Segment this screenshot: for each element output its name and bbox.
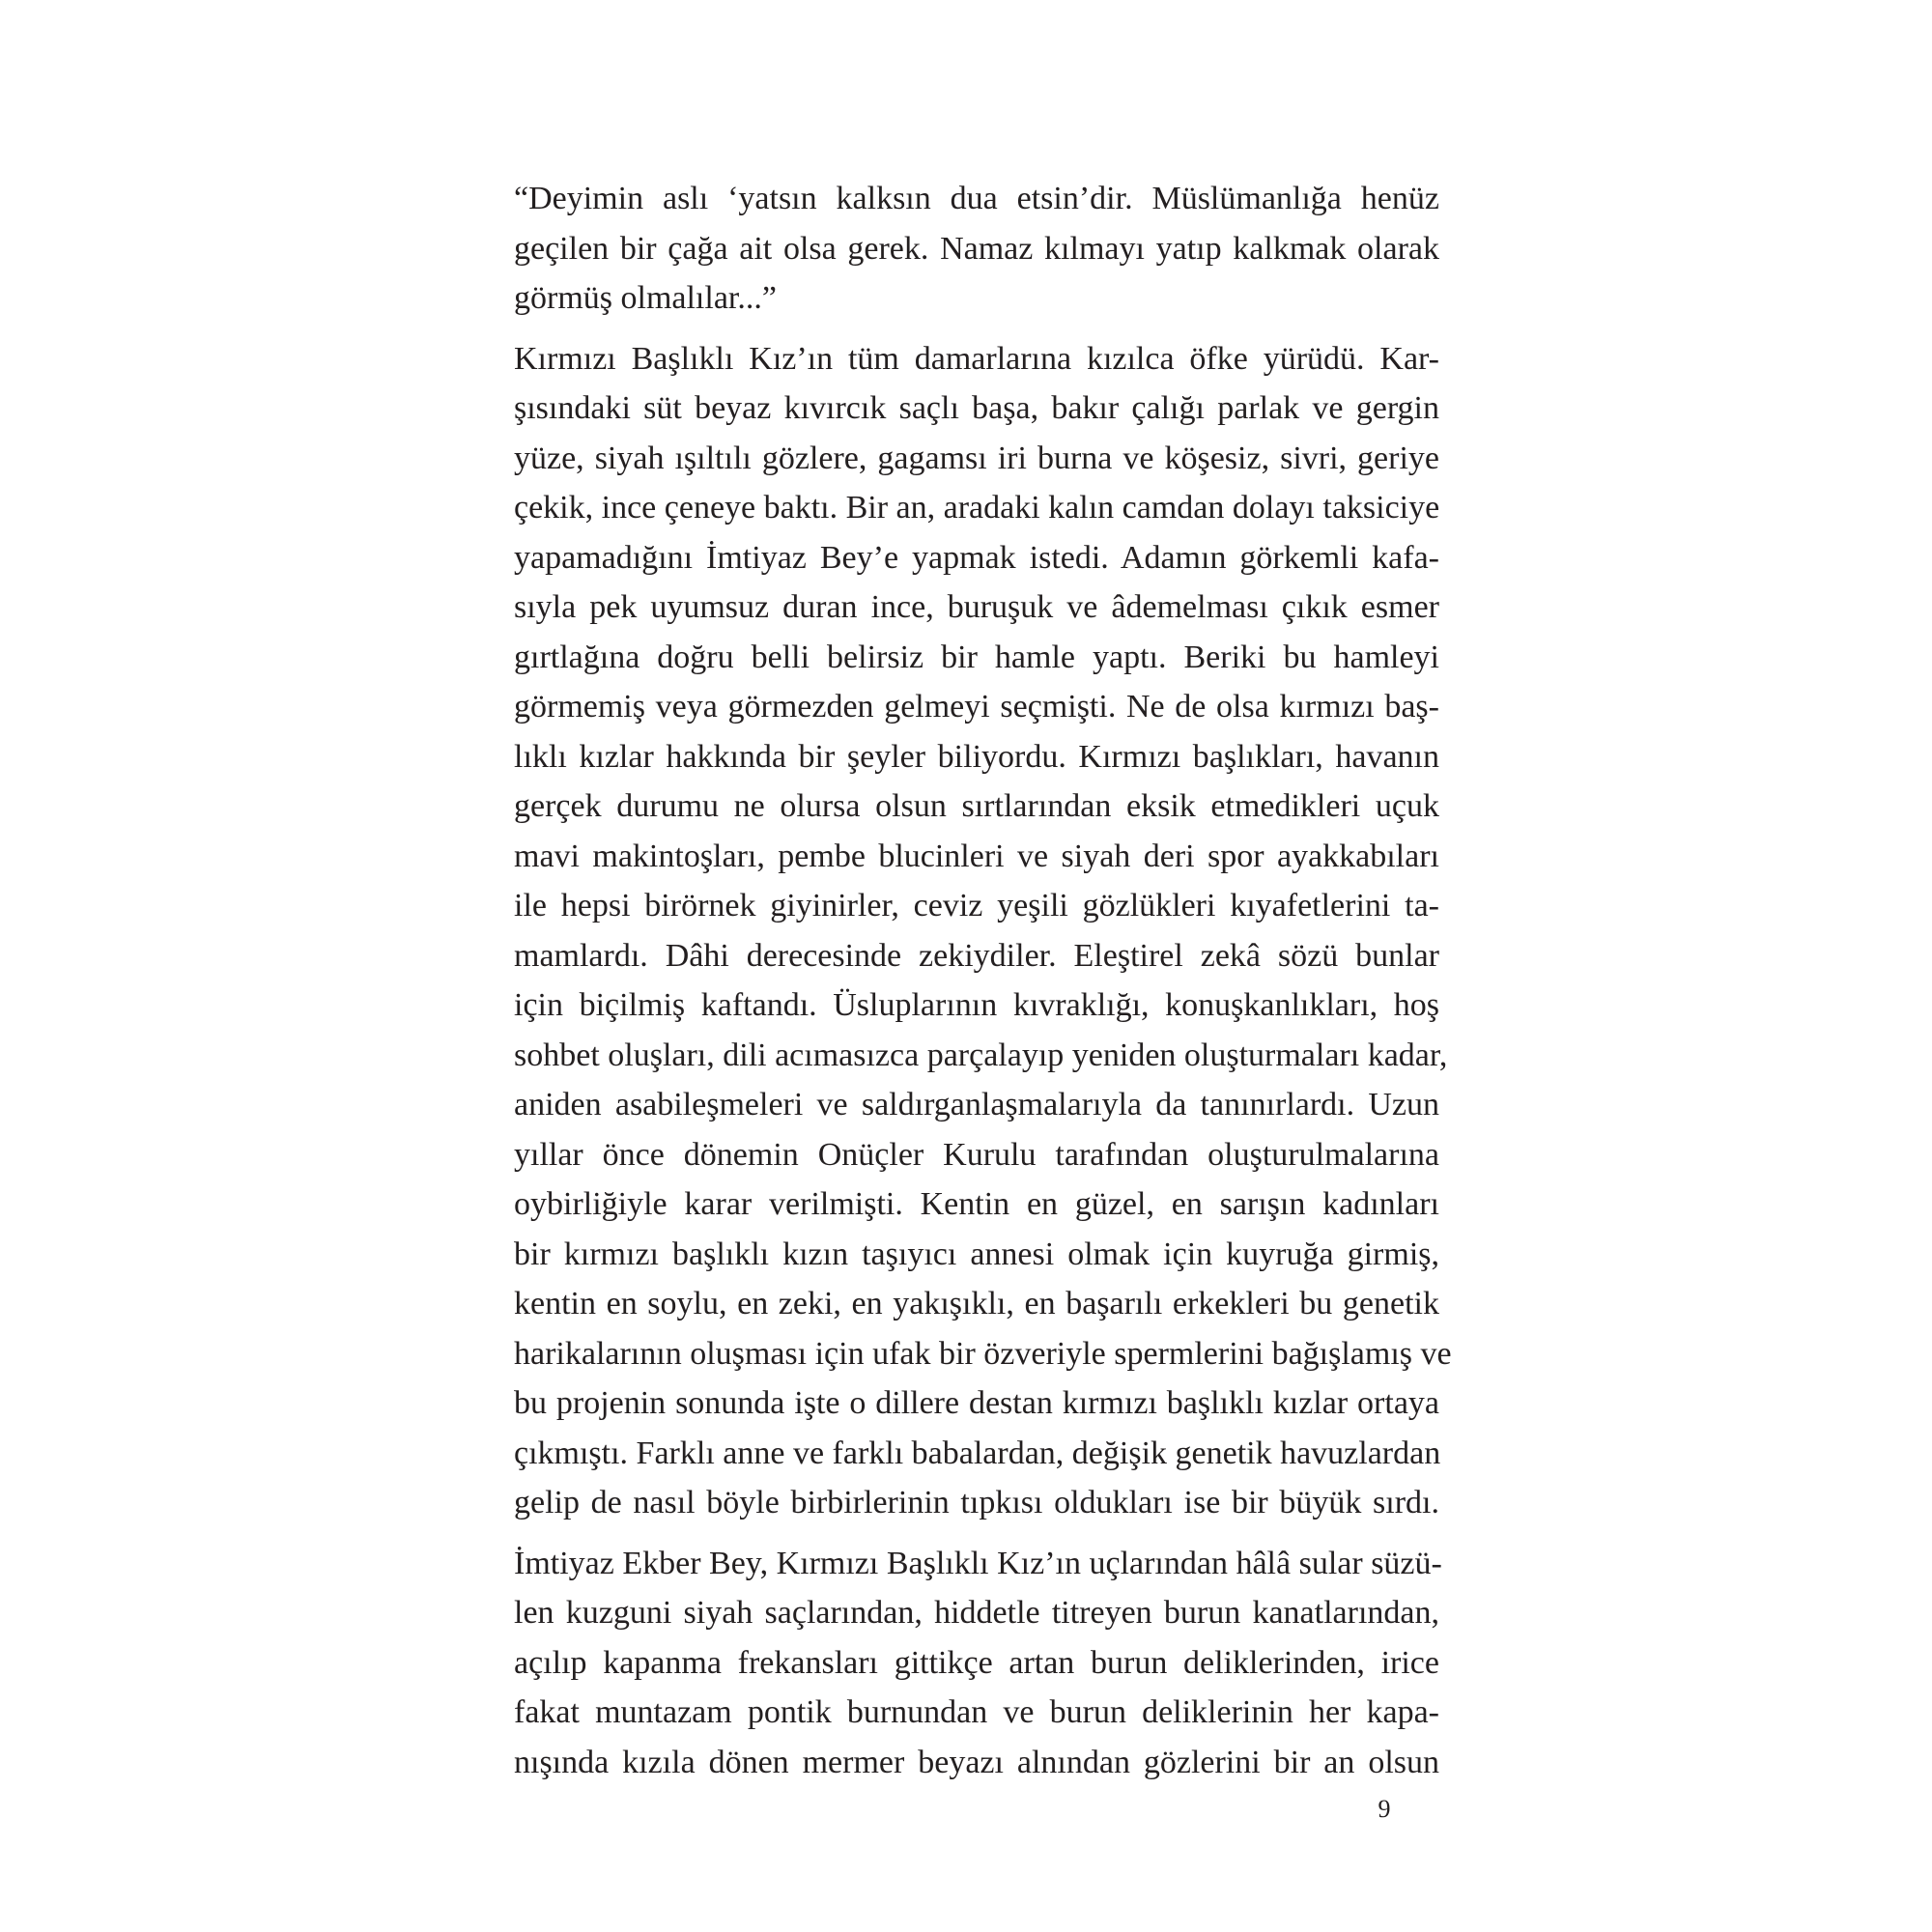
text-line: şısındaki süt beyaz kıvırcık saçlı başa, bakır çalığı parlak ve gergin (514, 390, 1439, 426)
text-line: sohbet oluşları, dili acımasızca parçalayıp yeniden oluşturmaları kadar, (514, 1037, 1448, 1073)
text-line: “Deyimin aslı ‘yatsın kalksın dua etsin’dir. Müslümanlığa henüz (514, 181, 1439, 216)
body-text (514, 174, 1452, 1787)
text-line: çekik, ince çeneye baktı. Bir an, aradaki kalın camdan dolayı taksiciye (514, 490, 1440, 526)
page-number: 9 (1378, 1795, 1391, 1823)
text-line: aniden asabileşmeleri ve saldırganlaşmalarıyla da tanınırlardı. Uzun (514, 1087, 1439, 1122)
text-line: mamlardı. Dâhi derecesinde zekiydiler. Eleştirel zekâ sözü bunlar (514, 937, 1439, 974)
text-line: çıkmıştı. Farklı anne ve farklı babalardan, değişik genetik havuzlardan (514, 1435, 1441, 1471)
paragraph (514, 174, 1439, 324)
text-line: gelip de nasıl böyle birbirlerinin tıpkısı oldukları ise bir büyük sırdı. (514, 1485, 1439, 1520)
paragraph (514, 334, 1452, 1528)
text-line: gırtlağına doğru belli belirsiz bir hamle yaptı. Beriki bu hamleyi (514, 639, 1439, 675)
text-line: bu projenin sonunda işte o dillere destan kırmızı başlıklı kızlar ortaya (514, 1385, 1439, 1421)
text-line: lıklı kızlar hakkında bir şeyler biliyordu. Kırmızı başlıkları, havanın (514, 738, 1439, 775)
text-line: İmtiyaz Ekber Bey, Kırmızı Başlıklı Kız’ın uçlarından hâlâ sular süzü- (514, 1545, 1442, 1581)
text-line: görmemiş veya görmezden gelmeyi seçmişti. Ne de olsa kırmızı baş- (514, 689, 1439, 724)
text-line: nışında kızıla dönen mermer beyazı alnından gözlerini bir an olsun (514, 1744, 1439, 1780)
text-line: Kırmızı Başlıklı Kız’ın tüm damarlarına kızılca öfke yürüdü. Kar- (514, 340, 1439, 377)
text-line: oybirliğiyle karar verilmişti. Kentin en güzel, en sarışın kadınları (514, 1186, 1439, 1222)
text-line: yapamadığını İmtiyaz Bey’e yapmak istedi. Adamın görkemli kafa- (514, 539, 1439, 576)
text-line: açılıp kapanma frekansları gittikçe artan burun deliklerinden, irice (514, 1644, 1439, 1681)
paragraph (514, 1539, 1442, 1788)
text-line: bir kırmızı başlıklı kızın taşıyıcı annesi olmak için kuyruğa girmiş, (514, 1236, 1439, 1272)
text-line: kentin en soylu, en zeki, en yakışıklı, en başarılı erkekleri bu genetik (514, 1286, 1439, 1321)
text-line: geçilen bir çağa ait olsa gerek. Namaz kılmayı yatıp kalkmak olarak (514, 230, 1439, 267)
paragraph-gap (514, 1528, 1439, 1539)
text-line: harikalarının oluşması için ufak bir özveriyle spermlerini bağışlamış ve (514, 1335, 1452, 1372)
text-line: sıyla pek uyumsuz duran ince, buruşuk ve âdemelması çıkık esmer (514, 589, 1439, 625)
text-line: gerçek durumu ne olursa olsun sırtlarından eksik etmedikleri uçuk (514, 788, 1439, 824)
text-line: len kuzguni siyah saçlarından, hiddetle titreyen burun kanatlarından, (514, 1595, 1439, 1631)
text-line: fakat muntazam pontik burnundan ve burun deliklerinin her kapa- (514, 1694, 1439, 1730)
text-line: için biçilmiş kaftandı. Üsluplarının kıvraklığı, konuşkanlıkları, hoş (514, 987, 1439, 1023)
text-line: ile hepsi birörnek giyinirler, ceviz yeşili gözlükleri kıyafetlerini ta- (514, 888, 1439, 923)
text-line: yüze, siyah ışıltılı gözlere, gagamsı iri burna ve köşesiz, sivri, geriye (514, 440, 1439, 476)
text-line: yıllar önce dönemin Onüçler Kurulu tarafından oluşturulmalarına (514, 1136, 1439, 1173)
text-line: görmüş olmalılar...” (514, 280, 777, 316)
text-line: mavi makintoşları, pembe blucinleri ve siyah deri spor ayakkabıları (514, 838, 1439, 874)
paragraph-gap (514, 324, 1439, 334)
